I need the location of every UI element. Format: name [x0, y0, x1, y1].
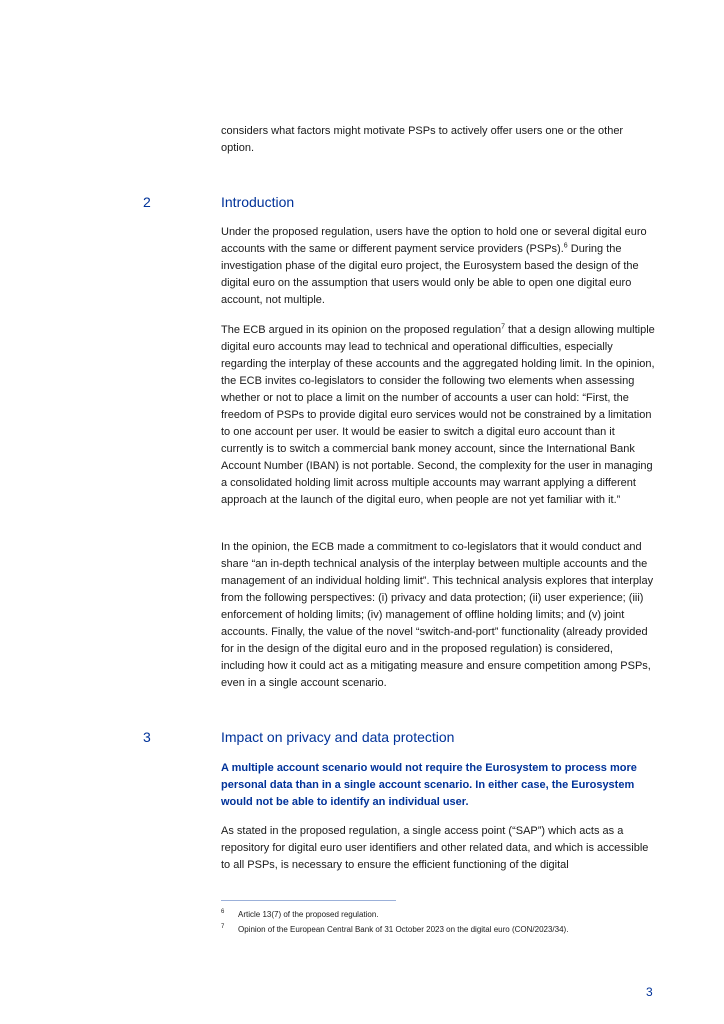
intro-tail-paragraph: considers what factors might motivate PSPs to actively offer users one or the other option. — [221, 125, 624, 154]
section-2-number: 2 — [143, 194, 151, 210]
paragraph-text: During the investigation phase of the digital euro project, the Eurosystem based the design of the digital euro on the assumption that users would only be able to open one digital euro account, not multiple. — [221, 243, 639, 306]
footnote-text: Opinion of the European Central Bank of 31 October 2023 on the digital euro (CON/2023/34). — [238, 925, 569, 934]
footnote-ref-7[interactable]: 7 — [501, 323, 505, 331]
section-2-paragraph-1 — [221, 224, 657, 309]
paragraph-text: Under the proposed regulation, users have the option to hold one or several digital euro accounts with the same or different payment service providers (PSPs). — [221, 226, 647, 255]
footnote-text: Article 13(7) of the proposed regulation. — [238, 910, 379, 919]
footnote-ref-6[interactable]: 6 — [563, 242, 568, 250]
page-number: 3 — [646, 985, 653, 999]
section-3-title: Impact on privacy and data protection — [221, 729, 455, 745]
section-3-paragraph-1: As stated in the proposed regulation, a single access point (“SAP”) which acts as a repository for digital euro user identifiers and other related data, and which is accessible to all PSPs, is necessary to ensure the efficient functioning of the digital — [221, 825, 649, 871]
section-2-paragraph-2 — [221, 322, 657, 509]
paragraph-text: The ECB argued in its opinion on the proposed regulation — [221, 324, 502, 336]
paragraph-text: that a design allowing multiple digital euro accounts may lead to technical and operational difficulties, especially regarding the interplay of these accounts and the aggregated holding limit. In the opinion, the ECB invites co-legislators to consider the following two elements when assessing whether or not to place a limit on the number of accounts a user can hold: “First, the freedom of PSPs to provide digital euro services would not be constrained by a limitation to one account per user. It would be easier to switch a digital euro account than it currently is to switch a commercial bank money account, since the International Bank Account Number (IBAN) is not portable. Second, the complexity for the user in managing a consolidated holding limit across multiple accounts may warrant applying a different approach at the launch of the digital euro, when people are not yet familiar with it.” — [221, 324, 655, 506]
section-2-title: Introduction — [221, 194, 295, 210]
section-3-lead: A multiple account scenario would not require the Eurosystem to process more personal data than in a single account scenario. In either case, the Eurosystem would not be able to identify an individual user. — [221, 762, 637, 808]
section-2-paragraph-3: In the opinion, the ECB made a commitment to co-legislators that it would conduct and share “an in-depth technical analysis of the interplay between multiple accounts and the management of an individual holding limit”. This technical analysis explores that interplay from the following perspectives: (i) privacy and data protection; (ii) user experience; (iii) enforcement of holding limits; (iv) management of offline holding limits; and (v) joint accounts. Finally, the value of the novel “switch-and-port” functionality (already provided for in the design of the digital euro and in the proposed regulation) is considered, including how it could act as a mitigating measure and ensure competition among PSPs, even in a single account scenario. — [221, 541, 654, 689]
footnote-number: 7 — [221, 924, 225, 930]
section-3-number: 3 — [143, 729, 151, 745]
footnote-number: 6 — [221, 909, 225, 915]
footnote-divider — [221, 900, 396, 901]
